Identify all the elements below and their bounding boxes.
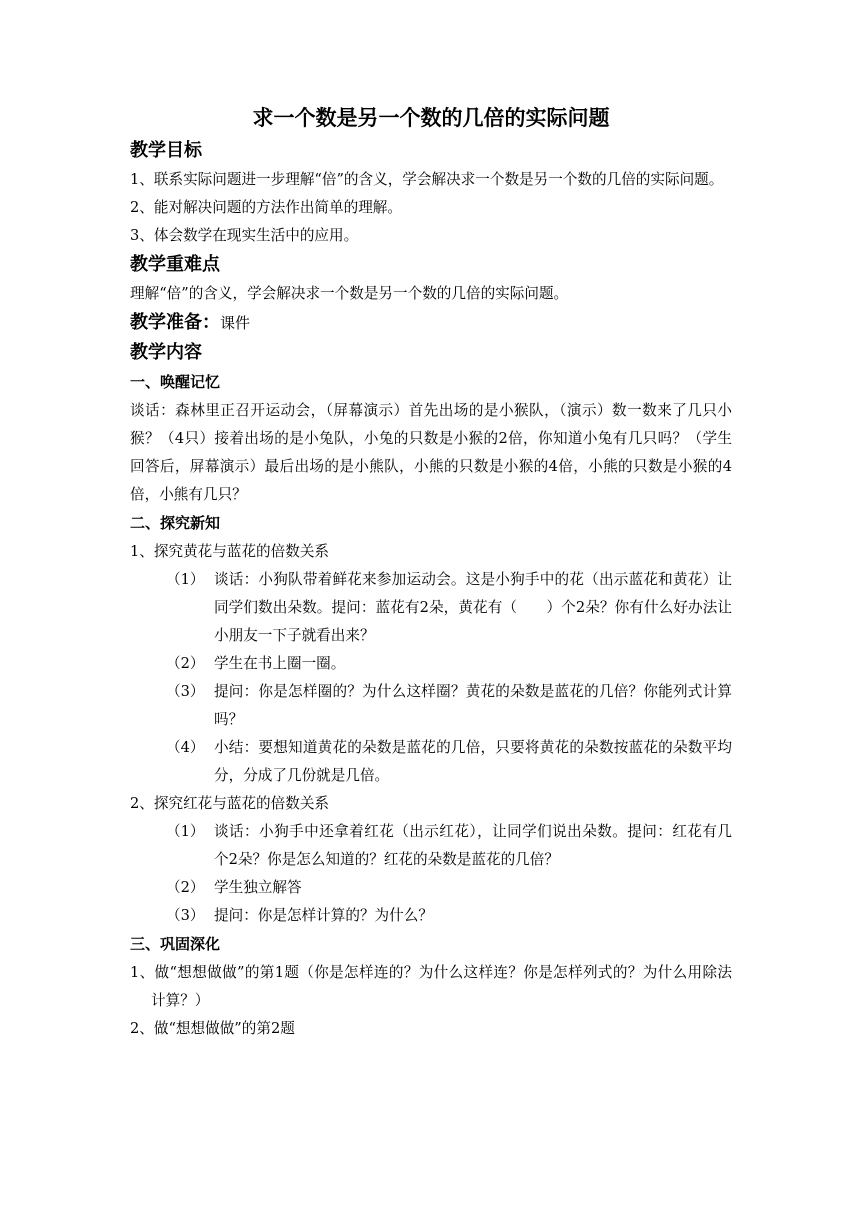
step-text: 谈话：小狗队带着鲜花来参加运动会。这是小狗手中的花（出示蓝花和黄花）让同学们数出朵数。提问：蓝花有2朵，黄花有（ ）个2朵？你有什么好办法让小朋友一下子就看出来？ [214, 571, 732, 644]
step-text: 小结：要想知道黄花的朵数是蓝花的几倍，只要将黄花的朵数按蓝花的朵数平均分，分成了几份就是几倍。 [214, 739, 732, 784]
key-points-text: 理解“倍”的含义，学会解决求一个数是另一个数的几倍的实际问题。 [130, 285, 569, 302]
step-text: 学生在书上圈一圈。 [214, 655, 346, 672]
goal-item-1: 1、联系实际问题进一步理解“倍”的含义，学会解决求一个数是另一个数的几倍的实际问题。 [130, 171, 724, 188]
part2-step-1 [130, 818, 732, 874]
step-number: （1） [166, 571, 205, 588]
step-number: （4） [166, 739, 205, 756]
step-number: （2） [166, 655, 205, 672]
preparation-heading: 教学准备： [130, 312, 220, 333]
section1-text: 谈话：森林里正召开运动会，（屏幕演示）首先出场的是小猴队，（演示）数一数来了几只小猴？（4只）接着出场的是小兔队，小兔的只数是小猴的2倍，你知道小兔有几只吗？（学生回答后，屏幕演示）最后出场的是小熊队，小熊的只数是小猴的4倍，小熊的只数是小猴的4倍，小熊有几只？ [130, 402, 732, 503]
step-number: （1） [166, 823, 205, 840]
step-number: （2） [166, 879, 205, 896]
step-text: 提问：你是怎样圈的？为什么这样圈？黄花的朵数是蓝花的几倍？你能列式计算吗？ [214, 683, 732, 728]
step-text: 谈话：小狗手中还拿着红花（出示红花），让同学们说出朵数。提问：红花有几个2朵？你是怎么知道的？红花的朵数是蓝花的几倍？ [214, 823, 732, 868]
section3-heading: 三、巩固深化 [130, 935, 221, 953]
section2-heading: 二、探究新知 [130, 514, 221, 532]
preparation-line [130, 308, 732, 338]
part2-title: 2、探究红花与蓝花的倍数关系 [130, 795, 330, 812]
document-title: 求一个数是另一个数的几倍的实际问题 [252, 106, 610, 130]
document-page [130, 100, 732, 1043]
step-number: （3） [166, 907, 205, 924]
part2-step-3 [130, 902, 732, 930]
part1-step-2 [130, 650, 732, 678]
part1-title: 1、探究黄花与蓝花的倍数关系 [130, 543, 330, 560]
content-heading: 教学内容 [130, 342, 202, 363]
part1-step-4 [130, 734, 732, 790]
goal-item-2: 2、能对解决问题的方法作出简单的理解。 [130, 199, 402, 216]
section1-heading: 一、唤醒记忆 [130, 373, 221, 391]
section3-item-1: 1、做“想想做做”的第1题（你是怎样连的？为什么这样连？你是怎样列式的？为什么用除法计算？） [130, 964, 732, 1009]
preparation-value: 课件 [220, 314, 251, 332]
part1-step-1 [130, 566, 732, 650]
goal-item-3: 3、体会数学在现实生活中的应用。 [130, 227, 359, 244]
step-number: （3） [166, 683, 205, 700]
part2-step-2 [130, 874, 732, 902]
section3-item-2: 2、做“想想做做”的第2题 [130, 1020, 295, 1037]
step-text: 学生独立解答 [214, 879, 302, 896]
step-text: 提问：你是怎样计算的？为什么？ [214, 907, 433, 924]
goals-heading: 教学目标 [130, 140, 202, 161]
part1-step-3 [130, 678, 732, 734]
key-points-heading: 教学重难点 [130, 254, 220, 275]
